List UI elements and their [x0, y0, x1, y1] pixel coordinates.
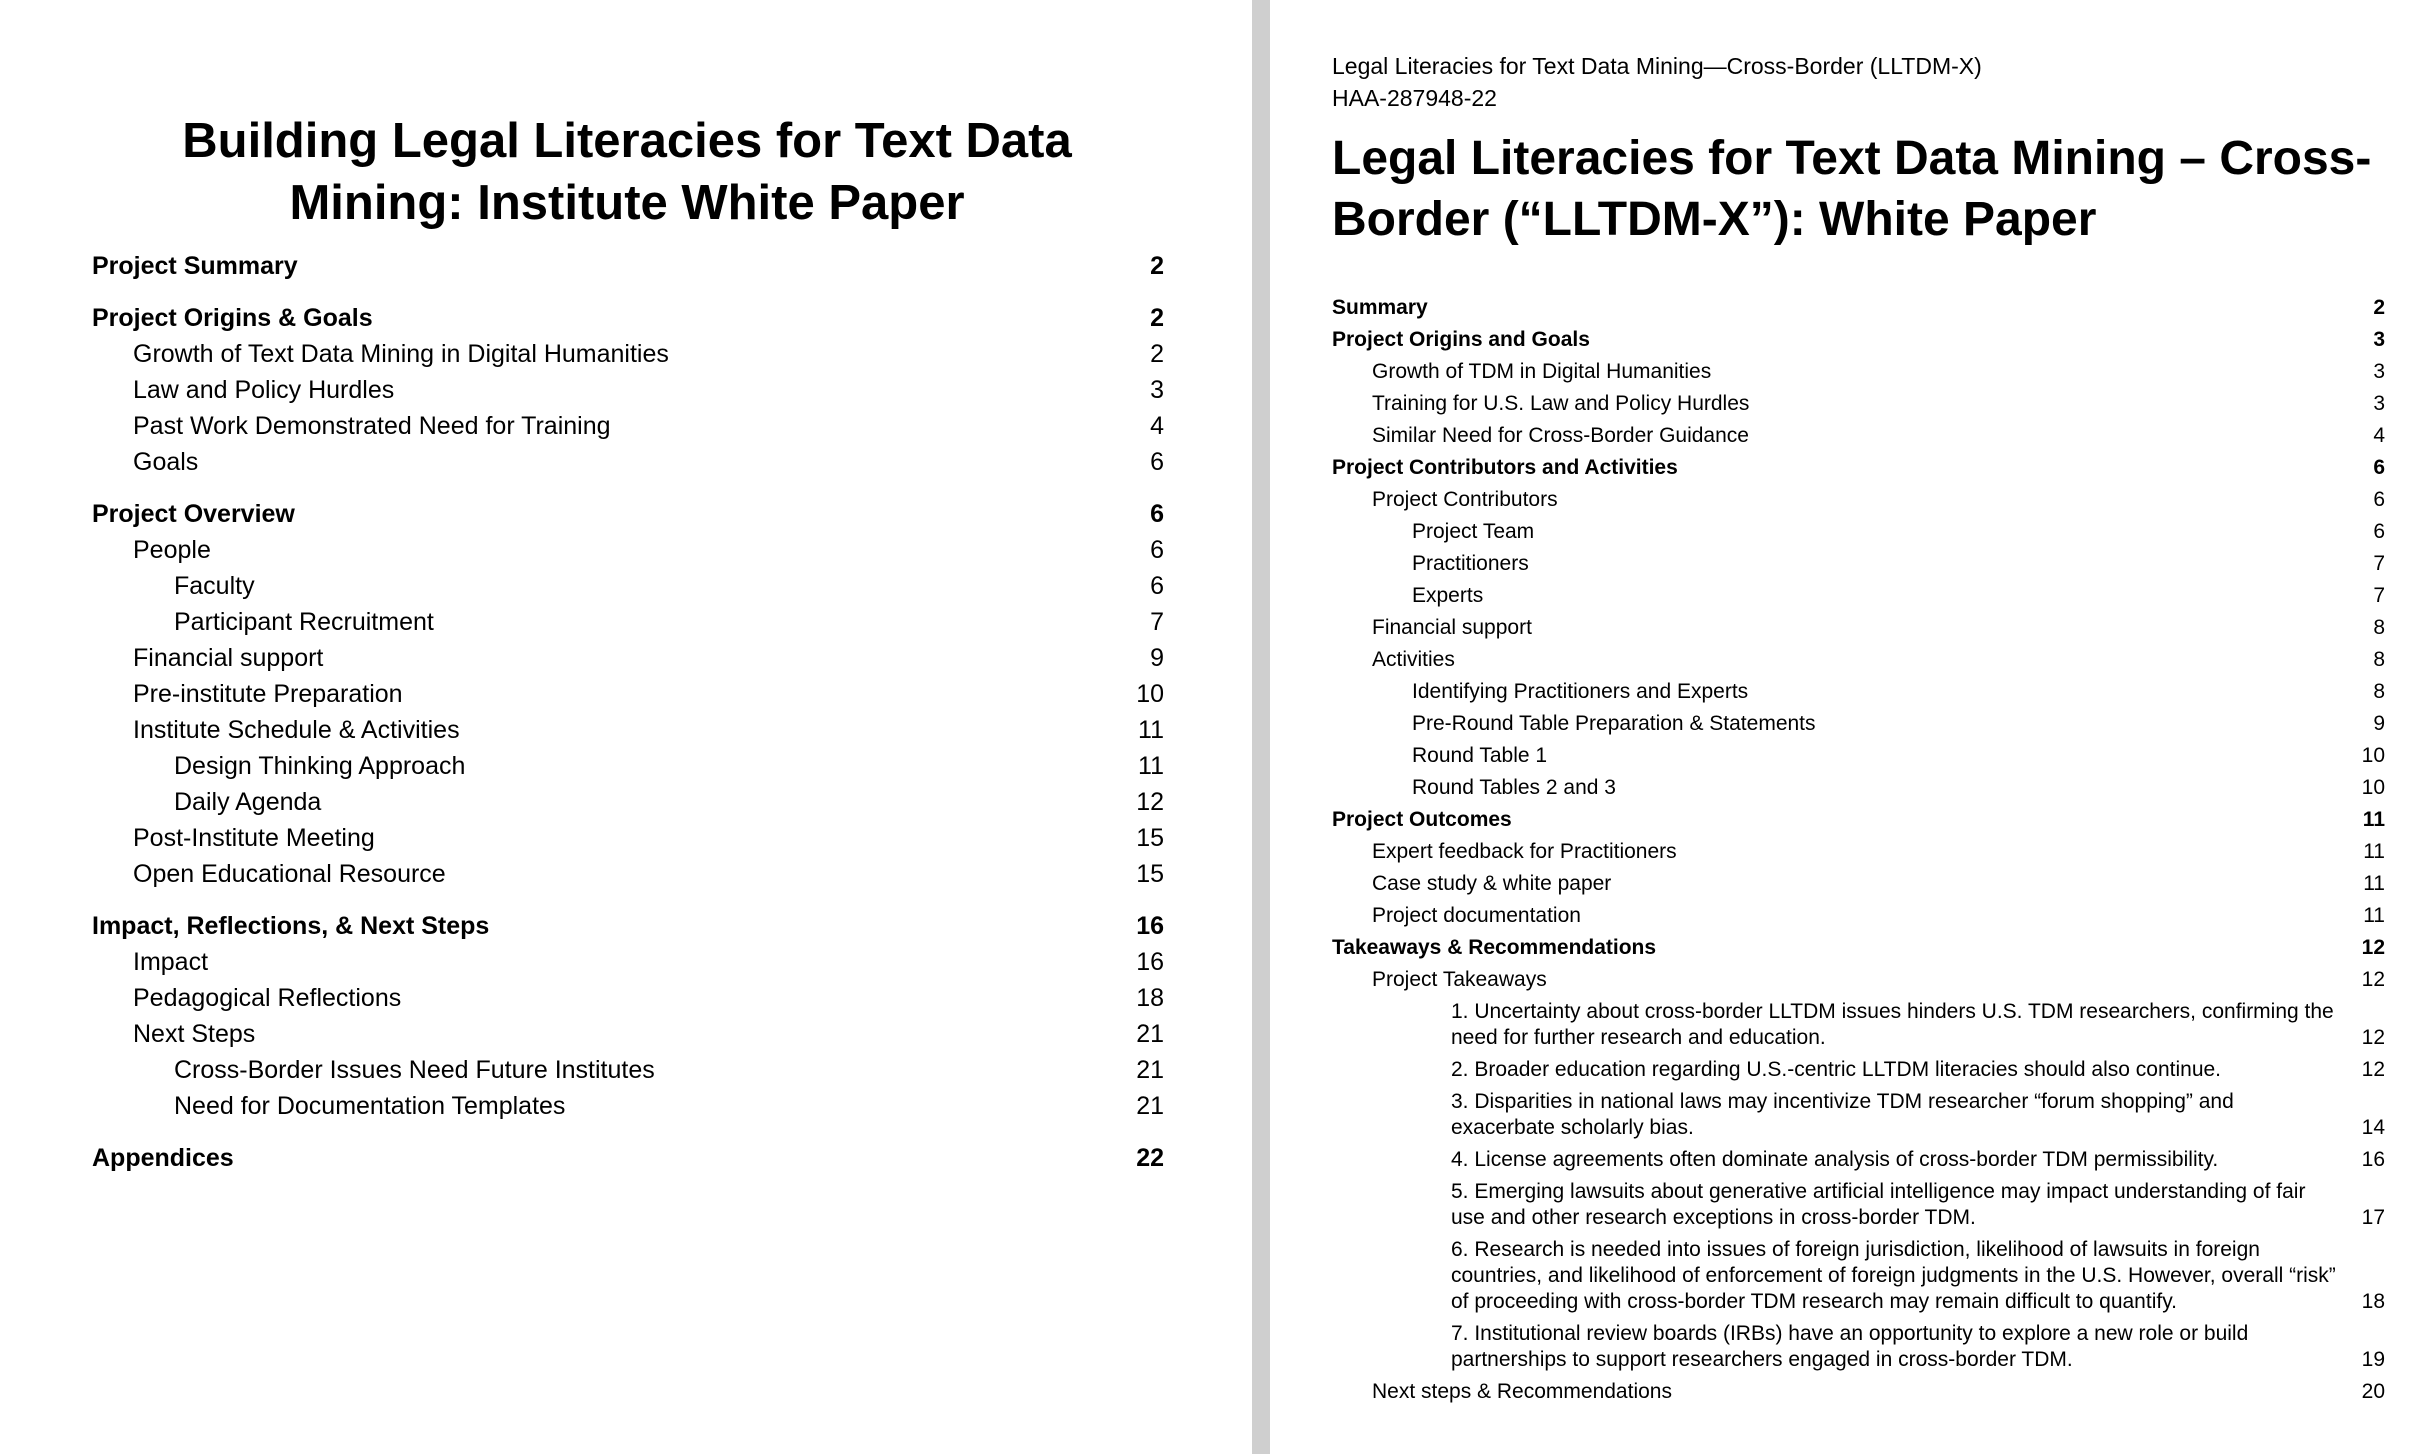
toc-entry-page-number: 11: [1138, 752, 1164, 780]
toc-entry-page-number: 19: [2361, 1348, 2385, 1371]
toc-entry[interactable]: [1332, 615, 2385, 641]
toc-entry-page-number: 4: [1150, 412, 1164, 440]
toc-entry-page-number: 22: [1136, 1144, 1164, 1172]
toc-entry[interactable]: [1332, 423, 2385, 449]
toc-entry-page-number: 11: [2362, 808, 2385, 831]
toc-entry-label: Project Takeaways: [1372, 968, 1547, 991]
toc-entry[interactable]: [1332, 359, 2385, 385]
toc-entry[interactable]: [92, 568, 1164, 604]
toc-entry-label: Practitioners: [1412, 552, 1529, 575]
toc-entry-label: Impact, Reflections, & Next Steps: [92, 912, 490, 940]
toc-entry-page-number: 9: [2373, 712, 2385, 735]
toc-entry-page-number: 10: [1136, 680, 1164, 708]
toc-entry-label: Training for U.S. Law and Policy Hurdles: [1372, 392, 1750, 415]
toc-entry[interactable]: [1332, 775, 2385, 801]
right-page-title: Legal Literacies for Text Data Mining – Cross-Border (“LLTDM-X”): White Paper: [1332, 132, 2372, 246]
toc-entry-label: 7. Institutional review boards (IRBs) have an opportunity to explore a new role or build partnerships to support researchers engaged in cross-border TDM.: [1451, 1322, 2249, 1371]
toc-entry[interactable]: [1332, 1237, 2385, 1315]
toc-entry-page-number: 6: [1150, 536, 1164, 564]
toc-entry-page-number: 21: [1136, 1056, 1164, 1084]
toc-entry[interactable]: [1332, 1089, 2385, 1141]
toc-entry-label: Goals: [133, 448, 199, 476]
page-divider: [1252, 0, 1270, 1454]
toc-entry-page-number: 15: [1136, 824, 1164, 852]
toc-entry-label: Impact: [133, 948, 209, 976]
toc-entry[interactable]: [92, 856, 1164, 892]
toc-entry-label: Growth of Text Data Mining in Digital Humanities: [133, 340, 669, 368]
toc-entry-page-number: 6: [2373, 488, 2385, 511]
toc-entry[interactable]: [92, 676, 1164, 712]
toc-entry[interactable]: [92, 300, 1164, 336]
toc-entry-page-number: 16: [1136, 912, 1164, 940]
toc-entry-page-number: 12: [2361, 968, 2385, 991]
toc-entry[interactable]: [1332, 743, 2385, 769]
toc-entry-page-number: 9: [1150, 644, 1164, 672]
toc-entry-page-number: 21: [1136, 1020, 1164, 1048]
toc-entry-label: Project Overview: [92, 500, 295, 528]
toc-entry-label: Summary: [1332, 296, 1428, 319]
toc-entry-page-number: 7: [2373, 584, 2385, 607]
header-grant-number: HAA-287948-22: [1332, 85, 1497, 111]
toc-entry-label: Open Educational Resource: [133, 860, 446, 888]
toc-entry[interactable]: [1332, 679, 2385, 705]
toc-entry[interactable]: [1332, 1147, 2385, 1173]
toc-entry-label: Project Outcomes: [1332, 808, 1512, 831]
toc-entry-page-number: 12: [2361, 1026, 2385, 1049]
toc-entry[interactable]: [92, 248, 1164, 284]
toc-entry-label: Project Summary: [92, 252, 298, 280]
toc-entry[interactable]: [1332, 871, 2385, 897]
toc-entry[interactable]: [92, 1088, 1164, 1124]
toc-entry-page-number: 3: [2373, 392, 2385, 415]
toc-entry[interactable]: [92, 784, 1164, 820]
toc-entry-label: Project Origins & Goals: [92, 304, 373, 332]
toc-entry-label: Similar Need for Cross-Border Guidance: [1372, 424, 1749, 447]
toc-entry-page-number: 6: [2373, 456, 2385, 479]
toc-entry-label: Takeaways & Recommendations: [1332, 936, 1657, 959]
toc-entry[interactable]: [1332, 967, 2385, 993]
toc-entry[interactable]: [92, 1016, 1164, 1052]
toc-entry-page-number: 4: [2373, 424, 2385, 447]
toc-entry-page-number: 10: [2361, 776, 2385, 799]
toc-entry-page-number: 17: [2361, 1206, 2385, 1229]
toc-entry[interactable]: [1332, 519, 2385, 545]
toc-entry-label: Project Origins and Goals: [1332, 328, 1590, 351]
toc-entry-page-number: 15: [1136, 860, 1164, 888]
toc-entry-page-number: 6: [2373, 520, 2385, 543]
right-table-of-contents: [1332, 295, 2385, 1411]
toc-entry-page-number: 3: [2373, 328, 2385, 351]
toc-entry-label: 5. Emerging lawsuits about generative artificial intelligence may impact understanding of fair use and other research exceptions in cross-border TDM.: [1451, 1180, 2306, 1229]
toc-entry-label: Expert feedback for Practitioners: [1372, 840, 1677, 863]
toc-entry-label: Participant Recruitment: [174, 608, 434, 636]
toc-entry-page-number: 7: [2373, 552, 2385, 575]
toc-entry-page-number: 3: [2373, 360, 2385, 383]
toc-entry-page-number: 16: [1136, 948, 1164, 976]
toc-entry-page-number: 6: [1150, 500, 1164, 528]
toc-entry[interactable]: [1332, 295, 2385, 321]
toc-entry-page-number: 18: [1136, 984, 1164, 1012]
toc-entry-page-number: 8: [2373, 680, 2385, 703]
toc-entry-label: Faculty: [174, 572, 255, 600]
toc-entry-page-number: 12: [2361, 1058, 2385, 1081]
toc-entry-label: Project Team: [1412, 520, 1535, 543]
toc-entry-page-number: 11: [1138, 716, 1164, 744]
toc-entry-page-number: 14: [2361, 1116, 2385, 1139]
toc-entry[interactable]: [92, 444, 1164, 480]
toc-entry-label: 4. License agreements often dominate analysis of cross-border TDM permissibility.: [1451, 1148, 2219, 1171]
toc-entry[interactable]: [92, 820, 1164, 856]
toc-entry-label: Activities: [1372, 648, 1455, 671]
toc-entry-label: Project Contributors: [1372, 488, 1558, 511]
toc-entry-page-number: 2: [1150, 252, 1164, 280]
toc-entry-page-number: 2: [2373, 296, 2385, 319]
toc-entry-label: Project documentation: [1372, 904, 1581, 927]
toc-entry[interactable]: [1332, 1321, 2385, 1373]
toc-entry[interactable]: [92, 640, 1164, 676]
toc-entry-label: Pedagogical Reflections: [133, 984, 402, 1012]
toc-entry[interactable]: [1332, 903, 2385, 929]
toc-entry-label: 6. Research is needed into issues of foreign jurisdiction, likelihood of lawsuits in foreign countries, and likelihood of enforcement of foreign judgments in the U.S. However, overall “risk” of proceeding with cross-border TDM research may remain difficult to quantify.: [1451, 1238, 2336, 1313]
toc-entry[interactable]: [92, 1140, 1164, 1176]
toc-entry[interactable]: [1332, 551, 2385, 577]
toc-entry-page-number: 12: [2361, 936, 2385, 959]
toc-entry-page-number: 11: [2363, 872, 2385, 895]
toc-entry-page-number: 8: [2373, 616, 2385, 639]
toc-entry[interactable]: [1332, 711, 2385, 737]
toc-entry-label: Cross-Border Issues Need Future Institutes: [174, 1056, 655, 1084]
toc-entry[interactable]: [1332, 487, 2385, 513]
toc-entry[interactable]: [92, 712, 1164, 748]
toc-entry[interactable]: [92, 604, 1164, 640]
toc-entry-label: Pre-institute Preparation: [133, 680, 403, 708]
toc-entry-label: Appendices: [92, 1144, 234, 1172]
toc-entry-label: 2. Broader education regarding U.S.-centric LLTDM literacies should also continue.: [1451, 1058, 2222, 1081]
toc-entry-page-number: 16: [2361, 1148, 2385, 1171]
toc-entry[interactable]: [92, 532, 1164, 568]
toc-entry-label: Identifying Practitioners and Experts: [1412, 680, 1749, 703]
toc-entry-page-number: 2: [1150, 340, 1164, 368]
toc-entry-label: Daily Agenda: [174, 788, 322, 816]
toc-entry-label: Project Contributors and Activities: [1332, 456, 1678, 479]
toc-entry-page-number: 20: [2361, 1380, 2385, 1403]
toc-entry-label: Past Work Demonstrated Need for Training: [133, 412, 611, 440]
toc-entry[interactable]: [1332, 455, 2385, 481]
toc-entry-page-number: 2: [1150, 304, 1164, 332]
toc-entry-page-number: 6: [1150, 572, 1164, 600]
right-page-header: [1332, 50, 1982, 114]
right-document-page: [1270, 0, 2412, 1454]
header-project-name: Legal Literacies for Text Data Mining—Cross-Border (LLTDM-X): [1332, 53, 1982, 79]
toc-entry[interactable]: [92, 336, 1164, 372]
toc-entry-page-number: 21: [1136, 1092, 1164, 1120]
toc-entry[interactable]: [1332, 839, 2385, 865]
toc-entry[interactable]: [1332, 935, 2385, 961]
toc-entry-page-number: 3: [1150, 376, 1164, 404]
toc-entry-label: Financial support: [133, 644, 324, 672]
toc-entry[interactable]: [92, 372, 1164, 408]
toc-entry-label: 3. Disparities in national laws may incentivize TDM researcher “forum shopping” and exacerbate scholarly bias.: [1451, 1090, 2234, 1139]
toc-entry-label: Financial support: [1372, 616, 1532, 639]
toc-entry[interactable]: [1332, 583, 2385, 609]
toc-entry[interactable]: [92, 944, 1164, 980]
toc-entry-label: Round Table 1: [1412, 744, 1548, 767]
toc-entry-label: Growth of TDM in Digital Humanities: [1372, 360, 1712, 383]
toc-entry-label: Pre-Round Table Preparation & Statements: [1412, 712, 1816, 735]
toc-entry-label: Need for Documentation Templates: [174, 1092, 566, 1120]
left-page-title: Building Legal Literacies for Text Data Mining: Institute White Paper: [182, 114, 1072, 230]
toc-entry-page-number: 11: [2363, 840, 2385, 863]
toc-entry-label: Experts: [1412, 584, 1484, 607]
toc-entry[interactable]: [92, 496, 1164, 532]
toc-entry-label: People: [133, 536, 211, 564]
toc-entry[interactable]: [1332, 1179, 2385, 1231]
toc-entry-page-number: 8: [2373, 648, 2385, 671]
toc-entry-page-number: 12: [1136, 788, 1164, 816]
toc-entry-page-number: 11: [2363, 904, 2385, 927]
toc-entry[interactable]: [92, 748, 1164, 784]
toc-entry-label: Law and Policy Hurdles: [133, 376, 395, 404]
toc-entry[interactable]: [92, 980, 1164, 1016]
toc-entry[interactable]: [1332, 391, 2385, 417]
toc-entry-page-number: 10: [2361, 744, 2385, 767]
toc-entry[interactable]: [1332, 999, 2385, 1051]
toc-entry[interactable]: [92, 1052, 1164, 1088]
toc-entry-label: 1. Uncertainty about cross-border LLTDM issues hinders U.S. TDM researchers, confirming the need for further research and education.: [1451, 1000, 2334, 1049]
toc-entry[interactable]: [1332, 647, 2385, 673]
toc-entry-label: Case study & white paper: [1372, 872, 1612, 895]
toc-entry-label: Design Thinking Approach: [174, 752, 466, 780]
toc-entry[interactable]: [1332, 1057, 2385, 1083]
toc-entry-label: Post-Institute Meeting: [133, 824, 375, 852]
toc-entry-label: Round Tables 2 and 3: [1412, 776, 1616, 799]
toc-entry[interactable]: [1332, 807, 2385, 833]
toc-entry-page-number: 6: [1150, 448, 1164, 476]
toc-entry[interactable]: [1332, 1379, 2385, 1405]
toc-entry[interactable]: [1332, 327, 2385, 353]
left-table-of-contents: [92, 248, 1164, 1176]
toc-entry-page-number: 7: [1150, 608, 1164, 636]
toc-entry-label: Institute Schedule & Activities: [133, 716, 460, 744]
toc-entry-page-number: 18: [2361, 1290, 2385, 1313]
toc-entry[interactable]: [92, 908, 1164, 944]
toc-entry-label: Next Steps: [133, 1020, 256, 1048]
toc-entry[interactable]: [92, 408, 1164, 444]
toc-entry-label: Next steps & Recommendations: [1372, 1380, 1672, 1403]
